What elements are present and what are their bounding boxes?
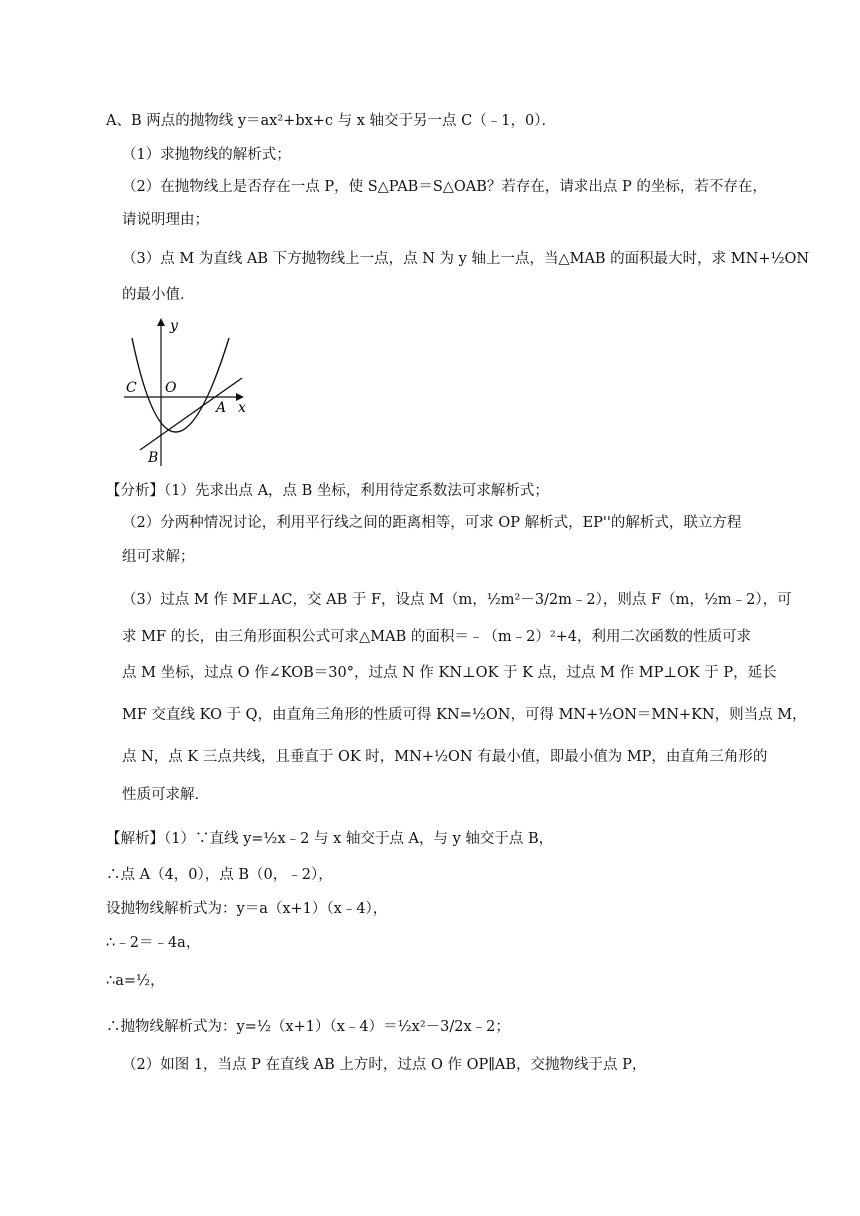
label-a: A [216,400,227,416]
solution-line-4: ∴﹣2＝﹣4a， [106,935,201,951]
analysis-line-3: 组可求解； [122,549,195,565]
label-o: O [165,380,177,396]
question-2-line-1: （2）在抛物线上是否存在一点 P，使 S△PAB＝S△OAB？若存在，请求出点 P 的坐标，若不存在， [122,179,767,195]
label-b: B [148,450,159,466]
question-3-line-2: 的最小值． [122,287,195,303]
question-1: （1）求抛物线的解析式； [122,147,291,163]
label-y: y [170,318,178,334]
solution-line-3: 设抛物线解析式为：y＝a（x+1）（x﹣4）， [106,901,388,917]
analysis-line-7: MF 交直线 KO 于 Q，由直角三角形的性质可得 KN=½ON，可得 MN+½ON＝MN+KN，则当点 M， [122,707,807,723]
solution-line-7: （2）如图 1，当点 P 在直线 AB 上方时，过点 O 作 OP∥AB，交抛物线于点 P， [122,1057,647,1073]
parabola-figure [118,316,258,468]
solution-line-5: ∴a=½， [106,973,165,989]
label-c: C [126,380,137,396]
analysis-line-2: （2）分两种情况讨论，利用平行线之间的距离相等，可求 OP 解析式，EP''的解析式，联立方程 [122,515,742,531]
solution-line-6: ∴抛物线解析式为：y=½（x+1）（x﹣4）＝½x²－3/2x﹣2； [106,1019,510,1035]
question-2-line-2: 请说明理由； [122,212,209,228]
parabola-curve [132,338,229,432]
label-x: x [238,400,246,416]
problem-line-1: A、B 两点的抛物线 y＝ax²+bx+c 与 x 轴交于另一点 C（﹣1，0）． [106,113,556,129]
analysis-line-1: 【分析】（1）先求出点 A，点 B 坐标，利用待定系数法可求解析式； [106,483,549,499]
analysis-line-8: 点 N，点 K 三点共线，且垂直于 OK 时，MN+½ON 有最小值，即最小值为 MP，由直角三角形的 [122,749,768,765]
question-3-line-1: （3）点 M 为直线 AB 下方抛物线上一点，点 N 为 y 轴上一点，当△MAB 的面积最大时，求 MN+½ON [122,251,810,267]
solution-line-2: ∴点 A（4，0），点 B（0，﹣2）， [106,867,333,883]
analysis-line-9: 性质可求解． [122,787,209,803]
solution-line-1: 【解析】（1）∵直线 y=½x﹣2 与 x 轴交于点 A，与 y 轴交于点 B， [106,831,554,847]
analysis-line-5: 求 MF 的长，由三角形面积公式可求△MAB 的面积＝﹣（m﹣2）²+4，利用二次函数的性质可求 [122,629,752,645]
analysis-line-6: 点 M 坐标，过点 O 作∠KOB＝30°，过点 N 作 KN⊥OK 于 K 点，过点 M 作 MP⊥OK 于 P，延长 [122,665,777,681]
analysis-line-4: （3）过点 M 作 MF⊥AC，交 AB 于 F，设点 M（m，½m²－3/2m﹣2），则点 F（m，½m﹣2），可 [122,592,792,608]
y-axis-arrow [157,318,165,326]
